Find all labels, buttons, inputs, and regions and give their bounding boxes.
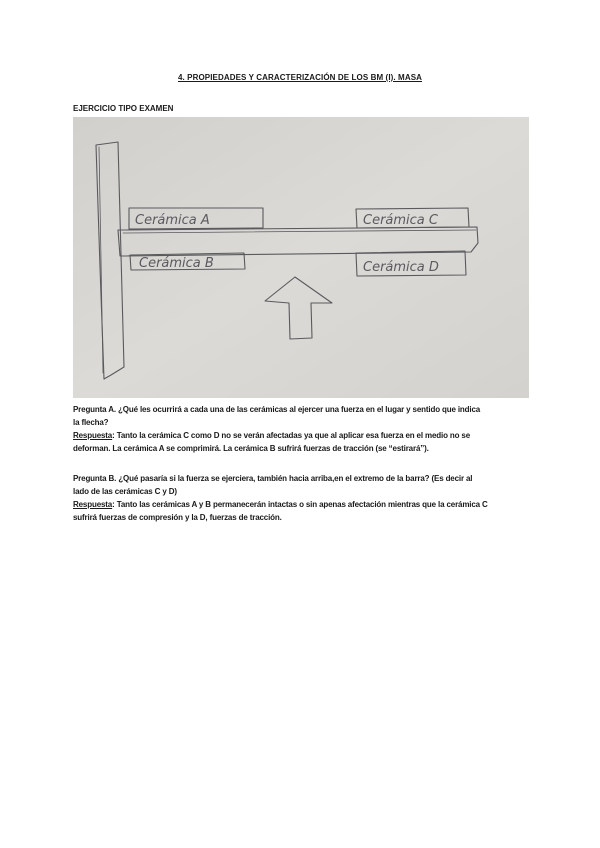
- question-b-line-2: lado de las cerámicas C y D): [73, 487, 177, 496]
- answer-a-label: Respuesta: [73, 431, 113, 440]
- label-ceramica-d: Cerámica D: [363, 260, 439, 275]
- label-ceramica-b: Cerámica B: [139, 256, 214, 271]
- answer-b-label: Respuesta: [73, 500, 113, 509]
- hand-drawn-diagram: [73, 117, 529, 398]
- answer-b-line-1: [73, 498, 533, 511]
- question-a-block: [73, 403, 533, 455]
- diagram-svg: [73, 117, 529, 398]
- question-a-line-2: la flecha?: [73, 418, 109, 427]
- label-ceramica-a: Cerámica A: [135, 213, 210, 228]
- page-title: 4. PROPIEDADES Y CARACTERIZACIÓN DE LOS BM (I). MASA: [177, 73, 423, 82]
- question-b-block: [73, 472, 533, 524]
- section-label: EJERCICIO TIPO EXAMEN: [73, 104, 174, 113]
- answer-b-line-2: sufrirá fuerzas de compresión y la D, fuerzas de tracción.: [73, 513, 282, 522]
- answer-a-line-1: [73, 429, 533, 442]
- answer-a-text-1: : Tanto la cerámica C como D no se verán afectadas ya que al aplicar esa fuerza en el medio no se: [112, 431, 471, 440]
- label-ceramica-c: Cerámica C: [363, 213, 438, 228]
- question-a-line-1: Pregunta A. ¿Qué les ocurrirá a cada una de las cerámicas al ejercer una fuerza en el lugar y sentido que indica: [73, 405, 481, 414]
- answer-a-line-2: deforman. La cerámica A se comprimirá. La cerámica B sufrirá fuerzas de tracción (se “estirará”).: [73, 444, 429, 453]
- answer-b-text-1: : Tanto las cerámicas A y B permanecerán intactas o sin apenas afectación mientras que la cerámica C: [112, 500, 488, 509]
- question-b-line-1: Pregunta B. ¿Qué pasaría si la fuerza se ejerciera, también hacia arriba,en el extremo de la barra? (Es decir al: [73, 474, 473, 483]
